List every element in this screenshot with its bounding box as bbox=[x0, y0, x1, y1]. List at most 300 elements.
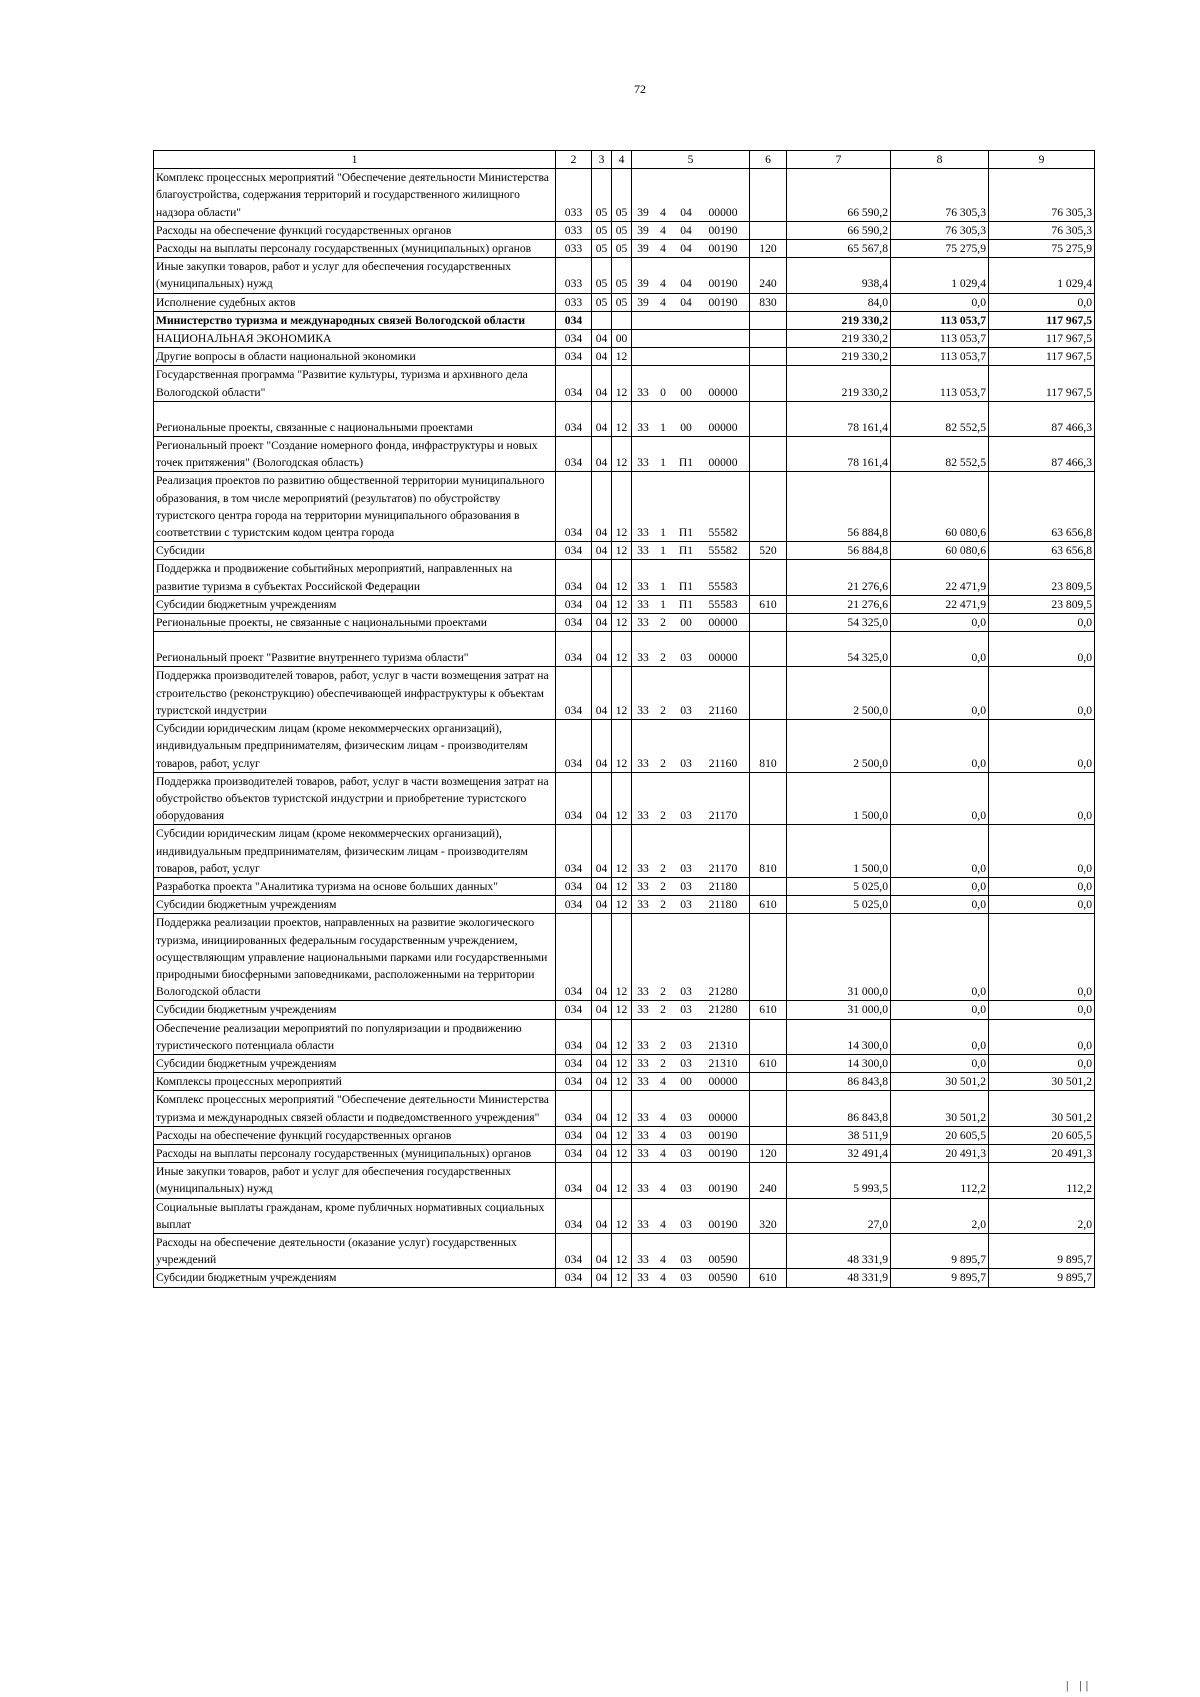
project-code: 03 bbox=[680, 1146, 692, 1160]
amount-2025-cell: 48 331,9 bbox=[787, 1233, 891, 1268]
amount-2025-cell: 54 325,0 bbox=[787, 632, 891, 667]
direction-code: 21170 bbox=[708, 809, 738, 823]
subprogram-code: 4 bbox=[660, 295, 666, 309]
subprogram-code: 2 bbox=[660, 1038, 666, 1052]
direction-code: 21280 bbox=[708, 985, 738, 999]
subprogram-code: 2 bbox=[660, 616, 666, 630]
table-row bbox=[154, 560, 1095, 595]
amount-2025-cell: 5 025,0 bbox=[787, 896, 891, 914]
expense-name-cell: Субсидии bbox=[154, 542, 556, 560]
table-row bbox=[154, 772, 1095, 825]
table-header-row bbox=[154, 151, 1095, 169]
amount-2025-cell: 1 500,0 bbox=[787, 825, 891, 878]
amount-2027-cell: 9 895,7 bbox=[989, 1269, 1095, 1287]
project-code: 03 bbox=[680, 756, 692, 770]
expense-name-cell: Региональный проект "Развитие внутреннего туризма области" bbox=[154, 632, 556, 667]
target-article-cell bbox=[632, 221, 750, 239]
amount-2026-cell: 76 305,3 bbox=[891, 169, 989, 222]
subsection-cell: 12 bbox=[612, 896, 632, 914]
direction-code: 00000 bbox=[708, 1075, 738, 1089]
table-row bbox=[154, 1233, 1095, 1268]
table-row bbox=[154, 1019, 1095, 1054]
expense-name-cell: Региональный проект "Создание номерного фонда, инфраструктуры и новых точек притяжения" (Вологодская область) bbox=[154, 437, 556, 472]
expense-name-cell: Субсидии бюджетным учреждениям bbox=[154, 1001, 556, 1019]
target-article-cell bbox=[632, 1198, 750, 1233]
table-row bbox=[154, 720, 1095, 773]
program-code: 33 bbox=[637, 809, 649, 823]
target-article-cell bbox=[632, 1054, 750, 1072]
amount-2027-cell: 0,0 bbox=[989, 632, 1095, 667]
table-row bbox=[154, 825, 1095, 878]
amount-2025-cell: 219 330,2 bbox=[787, 366, 891, 401]
amount-2027-cell: 0,0 bbox=[989, 293, 1095, 311]
subprogram-code: 4 bbox=[660, 1146, 666, 1160]
ministry-code-cell: 034 bbox=[556, 614, 592, 632]
direction-code: 55582 bbox=[708, 526, 738, 540]
program-code: 33 bbox=[637, 898, 649, 912]
expense-name-cell: Региональные проекты, связанные с национальными проектами bbox=[154, 401, 556, 436]
amount-2026-cell: 2,0 bbox=[891, 1198, 989, 1233]
ministry-code-cell: 034 bbox=[556, 366, 592, 401]
project-code: 04 bbox=[680, 223, 692, 237]
target-article-cell bbox=[632, 366, 750, 401]
ministry-code-cell: 034 bbox=[556, 437, 592, 472]
expense-type-cell bbox=[750, 401, 787, 436]
table-row bbox=[154, 240, 1095, 258]
subprogram-code: 1 bbox=[660, 420, 666, 434]
header-col-3: 3 bbox=[592, 151, 612, 169]
amount-2027-cell: 23 809,5 bbox=[989, 560, 1095, 595]
ministry-code-cell: 034 bbox=[556, 348, 592, 366]
target-article-cell bbox=[632, 311, 750, 329]
ministry-code-cell: 034 bbox=[556, 1073, 592, 1091]
expense-name-cell: Другие вопросы в области национальной экономики bbox=[154, 348, 556, 366]
direction-code: 00190 bbox=[708, 223, 738, 237]
amount-2025-cell: 48 331,9 bbox=[787, 1269, 891, 1287]
target-article-cell bbox=[632, 330, 750, 348]
expense-type-cell bbox=[750, 221, 787, 239]
expense-type-cell bbox=[750, 311, 787, 329]
project-code: 03 bbox=[680, 1128, 692, 1142]
subprogram-code: 4 bbox=[660, 1217, 666, 1231]
direction-code: 21310 bbox=[708, 1056, 738, 1070]
amount-2027-cell: 117 967,5 bbox=[989, 330, 1095, 348]
section-cell: 04 bbox=[592, 1144, 612, 1162]
amount-2025-cell: 31 000,0 bbox=[787, 914, 891, 1001]
expense-type-cell bbox=[750, 1091, 787, 1126]
amount-2026-cell: 1 029,4 bbox=[891, 258, 989, 293]
target-article-cell bbox=[632, 1126, 750, 1144]
expense-name-cell: Комплекс процессных мероприятий "Обеспечение деятельности Министерства благоустройства, содержания территорий и государственного жилищного надзора области" bbox=[154, 169, 556, 222]
direction-code: 21160 bbox=[708, 756, 738, 770]
target-article-cell bbox=[632, 667, 750, 720]
program-code: 33 bbox=[637, 1075, 649, 1089]
project-code: П1 bbox=[678, 579, 694, 593]
expense-type-cell bbox=[750, 1233, 787, 1268]
amount-2027-cell: 75 275,9 bbox=[989, 240, 1095, 258]
ministry-code-cell: 034 bbox=[556, 1269, 592, 1287]
program-code: 33 bbox=[637, 879, 649, 893]
amount-2027-cell: 0,0 bbox=[989, 667, 1095, 720]
direction-code: 00190 bbox=[708, 1146, 738, 1160]
project-code: 00 bbox=[680, 1075, 692, 1089]
expense-name-cell: Комплексы процессных мероприятий bbox=[154, 1073, 556, 1091]
amount-2025-cell: 78 161,4 bbox=[787, 437, 891, 472]
ministry-code-cell: 034 bbox=[556, 1091, 592, 1126]
target-article-cell bbox=[632, 1019, 750, 1054]
project-code: 03 bbox=[680, 861, 692, 875]
ministry-code-cell: 033 bbox=[556, 169, 592, 222]
target-article-cell bbox=[632, 632, 750, 667]
subprogram-code: 2 bbox=[660, 1003, 666, 1017]
amount-2026-cell: 113 053,7 bbox=[891, 366, 989, 401]
expense-type-cell bbox=[750, 366, 787, 401]
expense-name-cell: Реализация проектов по развитию общественной территории муниципального образования, в том числе мероприятий (результатов) по обустройству туристского центра города на территории муниципального образования в соответствии с туристским кодом центра города bbox=[154, 472, 556, 542]
subprogram-code: 2 bbox=[660, 809, 666, 823]
expense-type-cell: 810 bbox=[750, 720, 787, 773]
program-code: 33 bbox=[637, 616, 649, 630]
subprogram-code: 4 bbox=[660, 1253, 666, 1267]
project-code: 04 bbox=[680, 242, 692, 256]
subsection-cell: 12 bbox=[612, 632, 632, 667]
project-code: 03 bbox=[680, 898, 692, 912]
amount-2027-cell: 63 656,8 bbox=[989, 542, 1095, 560]
amount-2026-cell: 60 080,6 bbox=[891, 472, 989, 542]
expense-type-cell: 120 bbox=[750, 1144, 787, 1162]
subprogram-code: 4 bbox=[660, 1075, 666, 1089]
table-row bbox=[154, 258, 1095, 293]
section-cell: 04 bbox=[592, 825, 612, 878]
amount-2025-cell: 84,0 bbox=[787, 293, 891, 311]
project-code: 04 bbox=[680, 205, 692, 219]
subsection-cell: 12 bbox=[612, 1054, 632, 1072]
subprogram-code: 2 bbox=[660, 756, 666, 770]
subprogram-code: 2 bbox=[660, 898, 666, 912]
project-code: 04 bbox=[680, 277, 692, 291]
page-number: 72 bbox=[634, 82, 646, 96]
budget-table bbox=[153, 150, 1095, 1288]
direction-code: 21310 bbox=[708, 1038, 738, 1052]
ministry-code-cell: 034 bbox=[556, 1233, 592, 1268]
subprogram-code: 1 bbox=[660, 597, 666, 611]
subsection-cell: 12 bbox=[612, 667, 632, 720]
program-code: 33 bbox=[637, 1110, 649, 1124]
subprogram-code: 4 bbox=[660, 242, 666, 256]
amount-2027-cell: 30 501,2 bbox=[989, 1073, 1095, 1091]
amount-2027-cell: 112,2 bbox=[989, 1163, 1095, 1198]
subsection-cell: 12 bbox=[612, 348, 632, 366]
expense-name-cell: Поддержка реализации проектов, направленных на развитие экологического туризма, инициированных федеральным государственным учреждением, осуществляющим управление национальными парками или государственными природными биосферными заповедниками, расположенными на территории Вологодской области bbox=[154, 914, 556, 1001]
section-cell: 04 bbox=[592, 1091, 612, 1126]
header-col-2: 2 bbox=[556, 151, 592, 169]
table-row bbox=[154, 221, 1095, 239]
amount-2026-cell: 60 080,6 bbox=[891, 542, 989, 560]
direction-code: 00000 bbox=[708, 456, 738, 470]
amount-2027-cell: 20 605,5 bbox=[989, 1126, 1095, 1144]
project-code: П1 bbox=[678, 526, 694, 540]
program-code: 33 bbox=[637, 1146, 649, 1160]
ministry-code-cell: 034 bbox=[556, 1144, 592, 1162]
header-col-4: 4 bbox=[612, 151, 632, 169]
amount-2026-cell: 113 053,7 bbox=[891, 348, 989, 366]
program-code: 33 bbox=[637, 756, 649, 770]
ministry-code-cell: 034 bbox=[556, 1001, 592, 1019]
section-cell: 05 bbox=[592, 240, 612, 258]
expense-type-cell: 240 bbox=[750, 1163, 787, 1198]
amount-2027-cell: 117 967,5 bbox=[989, 348, 1095, 366]
table-row bbox=[154, 311, 1095, 329]
amount-2025-cell: 66 590,2 bbox=[787, 221, 891, 239]
amount-2025-cell: 2 500,0 bbox=[787, 720, 891, 773]
program-code: 33 bbox=[637, 579, 649, 593]
direction-code: 00190 bbox=[708, 277, 738, 291]
subsection-cell bbox=[612, 311, 632, 329]
project-code: 03 bbox=[680, 1182, 692, 1196]
subsection-cell: 12 bbox=[612, 1091, 632, 1126]
expense-name-cell: Обеспечение реализации мероприятий по популяризации и продвижению туристического потенциала области bbox=[154, 1019, 556, 1054]
subsection-cell: 12 bbox=[612, 401, 632, 436]
expense-name-cell: Иные закупки товаров, работ и услуг для обеспечения государственных (муниципальных) нужд bbox=[154, 258, 556, 293]
expense-name-cell: Расходы на обеспечение деятельности (оказание услуг) государственных учреждений bbox=[154, 1233, 556, 1268]
subsection-cell: 12 bbox=[612, 914, 632, 1001]
project-code: 03 bbox=[680, 1003, 692, 1017]
expense-name-cell: Субсидии бюджетным учреждениям bbox=[154, 896, 556, 914]
amount-2026-cell: 20 491,3 bbox=[891, 1144, 989, 1162]
direction-code: 00000 bbox=[708, 616, 738, 630]
program-code: 33 bbox=[637, 1271, 649, 1285]
table-row bbox=[154, 914, 1095, 1001]
table-row bbox=[154, 330, 1095, 348]
expense-name-cell: Субсидии бюджетным учреждениям bbox=[154, 595, 556, 613]
table-row bbox=[154, 1091, 1095, 1126]
direction-code: 00000 bbox=[708, 1110, 738, 1124]
header-col-9: 9 bbox=[989, 151, 1095, 169]
direction-code: 00590 bbox=[708, 1253, 738, 1267]
direction-code: 55583 bbox=[708, 597, 738, 611]
target-article-cell bbox=[632, 240, 750, 258]
subsection-cell: 12 bbox=[612, 542, 632, 560]
section-cell: 04 bbox=[592, 437, 612, 472]
subprogram-code: 1 bbox=[660, 526, 666, 540]
table-body bbox=[154, 169, 1095, 1287]
direction-code: 00000 bbox=[708, 205, 738, 219]
ministry-code-cell: 033 bbox=[556, 293, 592, 311]
amount-2025-cell: 56 884,8 bbox=[787, 542, 891, 560]
amount-2026-cell: 0,0 bbox=[891, 720, 989, 773]
table-row bbox=[154, 169, 1095, 222]
amount-2027-cell: 76 305,3 bbox=[989, 221, 1095, 239]
amount-2026-cell: 22 471,9 bbox=[891, 560, 989, 595]
project-code: 03 bbox=[680, 809, 692, 823]
amount-2025-cell: 219 330,2 bbox=[787, 348, 891, 366]
amount-2025-cell: 32 491,4 bbox=[787, 1144, 891, 1162]
section-cell: 04 bbox=[592, 1001, 612, 1019]
amount-2025-cell: 86 843,8 bbox=[787, 1073, 891, 1091]
amount-2026-cell: 30 501,2 bbox=[891, 1073, 989, 1091]
amount-2026-cell: 0,0 bbox=[891, 1054, 989, 1072]
subsection-cell: 12 bbox=[612, 1019, 632, 1054]
program-code: 39 bbox=[637, 205, 649, 219]
section-cell: 05 bbox=[592, 221, 612, 239]
amount-2026-cell: 0,0 bbox=[891, 896, 989, 914]
expense-name-cell: Поддержка производителей товаров, работ, услуг в части возмещения затрат на обустройство объектов туристской индустрии и приобретение туристского оборудования bbox=[154, 772, 556, 825]
amount-2027-cell: 0,0 bbox=[989, 1019, 1095, 1054]
program-code: 33 bbox=[637, 651, 649, 665]
section-cell: 04 bbox=[592, 330, 612, 348]
table-row bbox=[154, 1073, 1095, 1091]
direction-code: 21280 bbox=[708, 1003, 738, 1017]
subprogram-code: 2 bbox=[660, 703, 666, 717]
amount-2027-cell: 0,0 bbox=[989, 877, 1095, 895]
ministry-code-cell: 034 bbox=[556, 472, 592, 542]
table-row bbox=[154, 401, 1095, 436]
target-article-cell bbox=[632, 720, 750, 773]
project-code: 03 bbox=[680, 1110, 692, 1124]
subsection-cell: 12 bbox=[612, 877, 632, 895]
target-article-cell bbox=[632, 348, 750, 366]
subsection-cell: 12 bbox=[612, 437, 632, 472]
amount-2027-cell: 63 656,8 bbox=[989, 472, 1095, 542]
ministry-code-cell: 034 bbox=[556, 1198, 592, 1233]
expense-type-cell bbox=[750, 437, 787, 472]
target-article-cell bbox=[632, 258, 750, 293]
program-code: 33 bbox=[637, 385, 649, 399]
section-cell: 04 bbox=[592, 772, 612, 825]
expense-type-cell: 830 bbox=[750, 293, 787, 311]
table-row bbox=[154, 1198, 1095, 1233]
amount-2027-cell: 0,0 bbox=[989, 1054, 1095, 1072]
program-code: 33 bbox=[637, 1038, 649, 1052]
amount-2025-cell: 65 567,8 bbox=[787, 240, 891, 258]
subprogram-code: 2 bbox=[660, 1056, 666, 1070]
ministry-code-cell: 034 bbox=[556, 772, 592, 825]
ministry-code-cell: 034 bbox=[556, 877, 592, 895]
target-article-cell bbox=[632, 1233, 750, 1268]
subsection-cell: 05 bbox=[612, 258, 632, 293]
direction-code: 00590 bbox=[708, 1271, 738, 1285]
amount-2025-cell: 66 590,2 bbox=[787, 169, 891, 222]
amount-2025-cell: 31 000,0 bbox=[787, 1001, 891, 1019]
section-cell: 04 bbox=[592, 896, 612, 914]
project-code: 00 bbox=[680, 616, 692, 630]
expense-name-cell: Социальные выплаты гражданам, кроме публичных нормативных социальных выплат bbox=[154, 1198, 556, 1233]
subsection-cell: 05 bbox=[612, 169, 632, 222]
expense-type-cell bbox=[750, 632, 787, 667]
target-article-cell bbox=[632, 1073, 750, 1091]
amount-2025-cell: 1 500,0 bbox=[787, 772, 891, 825]
table-row bbox=[154, 348, 1095, 366]
amount-2026-cell: 113 053,7 bbox=[891, 330, 989, 348]
table-row bbox=[154, 632, 1095, 667]
program-code: 33 bbox=[637, 544, 649, 558]
program-code: 33 bbox=[637, 597, 649, 611]
section-cell: 04 bbox=[592, 472, 612, 542]
expense-type-cell: 520 bbox=[750, 542, 787, 560]
expense-name-cell: Иные закупки товаров, работ и услуг для обеспечения государственных (муниципальных) нужд bbox=[154, 1163, 556, 1198]
project-code: 03 bbox=[680, 703, 692, 717]
ministry-code-cell: 034 bbox=[556, 1126, 592, 1144]
program-code: 39 bbox=[637, 223, 649, 237]
amount-2026-cell: 30 501,2 bbox=[891, 1091, 989, 1126]
amount-2025-cell: 219 330,2 bbox=[787, 330, 891, 348]
project-code: П1 bbox=[678, 597, 694, 611]
amount-2025-cell: 27,0 bbox=[787, 1198, 891, 1233]
section-cell: 04 bbox=[592, 366, 612, 401]
section-cell: 05 bbox=[592, 169, 612, 222]
amount-2026-cell: 0,0 bbox=[891, 293, 989, 311]
subsection-cell: 12 bbox=[612, 560, 632, 595]
amount-2025-cell: 5 993,5 bbox=[787, 1163, 891, 1198]
table-row bbox=[154, 437, 1095, 472]
program-code: 39 bbox=[637, 277, 649, 291]
subsection-cell: 12 bbox=[612, 1269, 632, 1287]
subprogram-code: 4 bbox=[660, 205, 666, 219]
project-code: П1 bbox=[678, 544, 694, 558]
ministry-code-cell: 034 bbox=[556, 595, 592, 613]
subsection-cell: 12 bbox=[612, 366, 632, 401]
expense-type-cell bbox=[750, 560, 787, 595]
table-row bbox=[154, 293, 1095, 311]
expense-type-cell bbox=[750, 348, 787, 366]
header-col-1: 1 bbox=[154, 151, 556, 169]
ministry-code-cell: 034 bbox=[556, 896, 592, 914]
subsection-cell: 12 bbox=[612, 1198, 632, 1233]
direction-code: 00190 bbox=[708, 295, 738, 309]
direction-code: 55582 bbox=[708, 544, 738, 558]
expense-type-cell bbox=[750, 169, 787, 222]
amount-2026-cell: 75 275,9 bbox=[891, 240, 989, 258]
amount-2025-cell: 21 276,6 bbox=[787, 560, 891, 595]
expense-type-cell: 240 bbox=[750, 258, 787, 293]
amount-2025-cell: 86 843,8 bbox=[787, 1091, 891, 1126]
project-code: 03 bbox=[680, 651, 692, 665]
section-cell: 04 bbox=[592, 614, 612, 632]
program-code: 33 bbox=[637, 1182, 649, 1196]
direction-code: 00000 bbox=[708, 420, 738, 434]
subsection-cell: 00 bbox=[612, 330, 632, 348]
expense-type-cell: 120 bbox=[750, 240, 787, 258]
target-article-cell bbox=[632, 772, 750, 825]
expense-name-cell: Субсидии юридическим лицам (кроме некоммерческих организаций), индивидуальным предпринимателям, физическим лицам - производителям товаров, работ, услуг bbox=[154, 825, 556, 878]
amount-2027-cell: 87 466,3 bbox=[989, 437, 1095, 472]
expense-type-cell bbox=[750, 772, 787, 825]
section-cell: 04 bbox=[592, 1198, 612, 1233]
amount-2025-cell: 56 884,8 bbox=[787, 472, 891, 542]
project-code: 03 bbox=[680, 1056, 692, 1070]
expense-name-cell: Субсидии бюджетным учреждениям bbox=[154, 1269, 556, 1287]
subsection-cell: 12 bbox=[612, 772, 632, 825]
program-code: 33 bbox=[637, 985, 649, 999]
project-code: 03 bbox=[680, 1217, 692, 1231]
amount-2025-cell: 21 276,6 bbox=[787, 595, 891, 613]
subprogram-code: 4 bbox=[660, 1128, 666, 1142]
subsection-cell: 12 bbox=[612, 1126, 632, 1144]
subprogram-code: 1 bbox=[660, 579, 666, 593]
ministry-code-cell: 034 bbox=[556, 542, 592, 560]
target-article-cell bbox=[632, 169, 750, 222]
ministry-code-cell: 034 bbox=[556, 914, 592, 1001]
amount-2027-cell: 0,0 bbox=[989, 614, 1095, 632]
subsection-cell: 12 bbox=[612, 1001, 632, 1019]
amount-2026-cell: 0,0 bbox=[891, 1001, 989, 1019]
ministry-code-cell: 033 bbox=[556, 240, 592, 258]
ministry-code-cell: 034 bbox=[556, 632, 592, 667]
amount-2025-cell: 14 300,0 bbox=[787, 1054, 891, 1072]
subprogram-code: 0 bbox=[660, 385, 666, 399]
direction-code: 21180 bbox=[708, 879, 738, 893]
expense-type-cell bbox=[750, 914, 787, 1001]
subsection-cell: 12 bbox=[612, 472, 632, 542]
